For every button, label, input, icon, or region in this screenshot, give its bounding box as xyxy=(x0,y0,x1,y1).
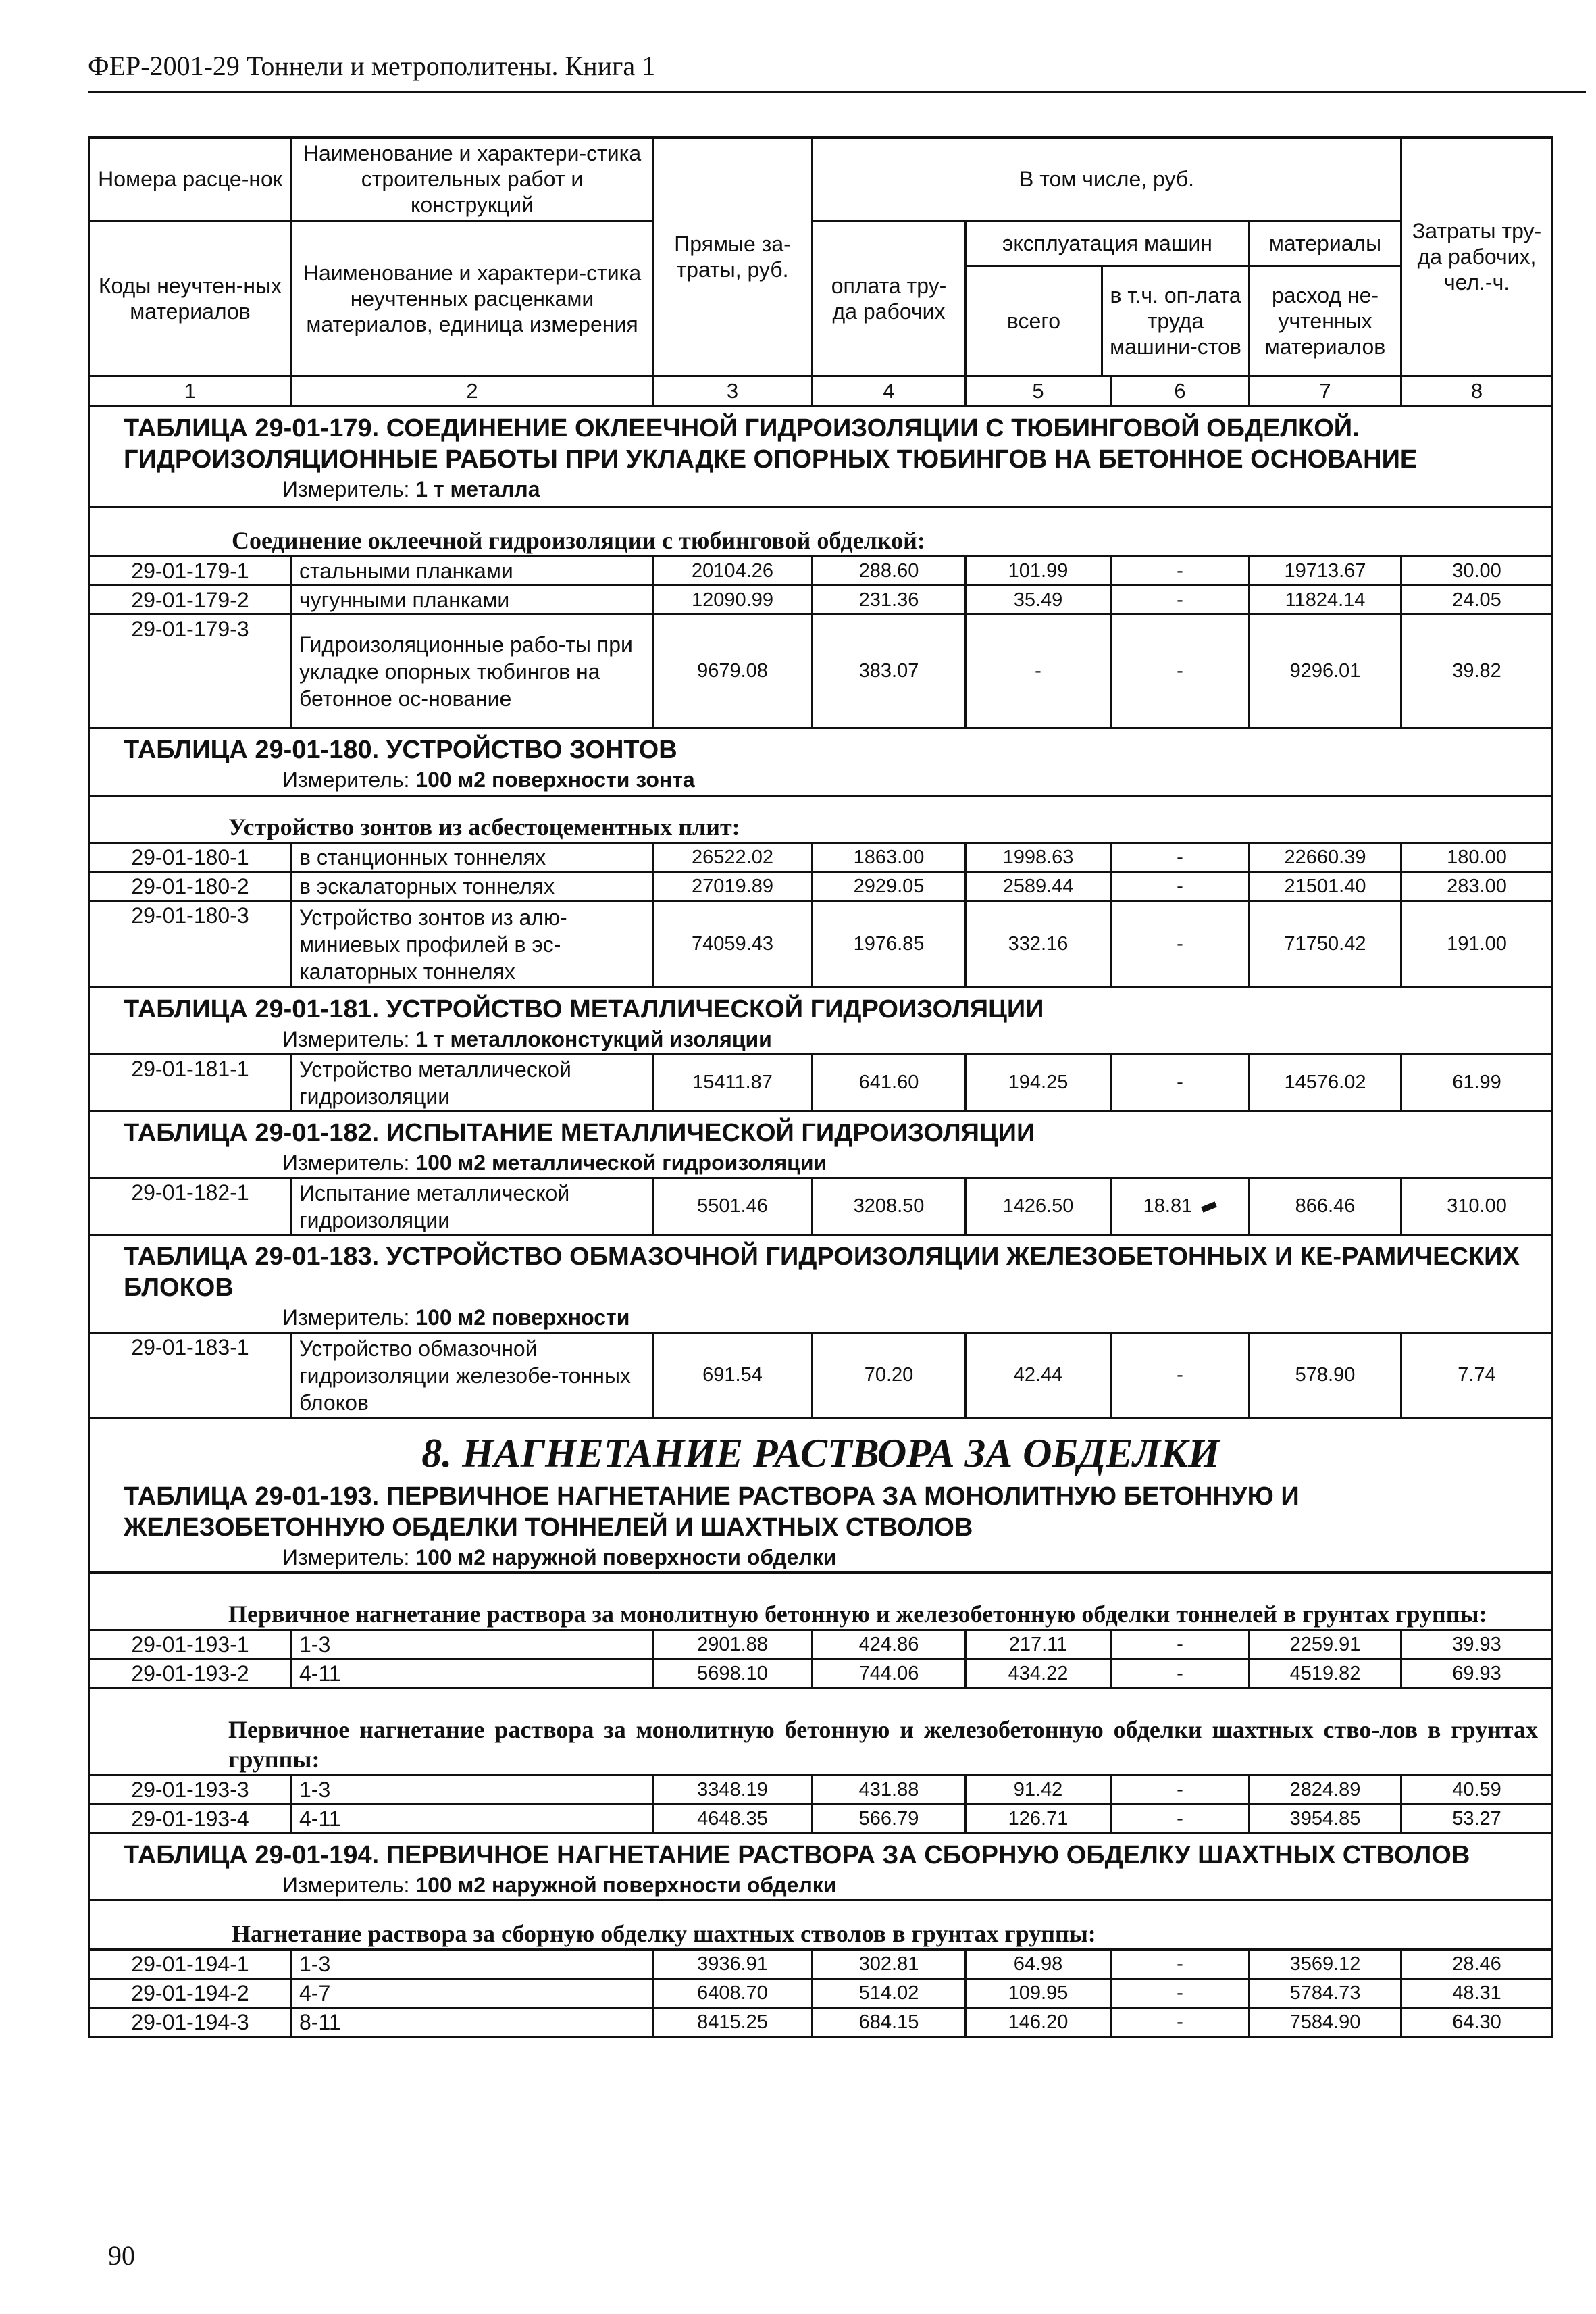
table-row xyxy=(89,1979,1553,2008)
machines-total: 1998.63 xyxy=(966,843,1111,872)
section-title: ТАБЛИЦА 29-01-180. УСТРОЙСТВО ЗОНТОВ xyxy=(124,736,677,764)
col-labor-hours-header: Затраты тру-да рабочих, чел.-ч. xyxy=(1401,138,1553,376)
section-unit xyxy=(124,1543,1524,1571)
work-name: в эскалаторных тоннелях xyxy=(292,872,653,901)
work-name: Устройство обмазочной гидроизоляции железобе-тонных блоков xyxy=(292,1333,653,1418)
subheading: Первичное нагнетание раствора за монолитную бетонную и железобетонную обделки шахтных ство-лов в грунтах группы: xyxy=(89,1688,1553,1776)
machinist-pay: - xyxy=(1111,1333,1250,1418)
materials-cost: 11824.14 xyxy=(1250,586,1401,615)
machinist-pay: - xyxy=(1111,1630,1250,1659)
unit-value: 100 м2 поверхности xyxy=(415,1305,630,1330)
work-name: в станционных тоннелях xyxy=(292,843,653,872)
work-name: Устройство зонтов из алю-миниевых профилей в эс-калаторных тоннелях xyxy=(292,901,653,988)
materials-cost: 71750.42 xyxy=(1250,901,1401,988)
worker-pay: 288.60 xyxy=(813,557,966,586)
rate-code: 29-01-179-1 xyxy=(89,557,292,586)
section-heading xyxy=(89,1834,1553,1901)
rate-code: 29-01-180-1 xyxy=(89,843,292,872)
materials-cost: 7584.90 xyxy=(1250,2008,1401,2037)
machinist-pay-value: 18.81 xyxy=(1143,1195,1193,1217)
materials-header-group xyxy=(1250,221,1401,376)
machinist-pay: - xyxy=(1111,615,1250,728)
col-material-codes-header: Коды неучтен-ных материалов xyxy=(89,221,292,376)
header-rule xyxy=(88,91,1586,93)
machines-total: 2589.44 xyxy=(966,872,1111,901)
table-row xyxy=(89,1333,1553,1418)
table-row xyxy=(89,843,1553,872)
labor-hours: 64.30 xyxy=(1401,2008,1553,2037)
section-unit xyxy=(124,1025,1524,1053)
direct-costs: 691.54 xyxy=(653,1333,813,1418)
col-direct-costs-header: Прямые за-траты, руб. xyxy=(653,138,813,376)
work-name: Испытание металлической гидроизоляции xyxy=(292,1178,653,1235)
direct-costs: 5501.46 xyxy=(653,1178,813,1235)
section-heading xyxy=(89,1235,1553,1333)
table-row xyxy=(89,586,1553,615)
col-worker-pay-header: оплата тру-да рабочих xyxy=(813,221,966,376)
direct-costs: 20104.26 xyxy=(653,557,813,586)
worker-pay: 514.02 xyxy=(813,1979,966,2008)
labor-hours: 30.00 xyxy=(1401,557,1553,586)
rate-code: 29-01-193-4 xyxy=(89,1805,292,1834)
labor-hours: 39.82 xyxy=(1401,615,1553,728)
labor-hours: 48.31 xyxy=(1401,1979,1553,2008)
col-number: 5 xyxy=(966,376,1111,407)
direct-costs: 8415.25 xyxy=(653,2008,813,2037)
section-heading xyxy=(89,1480,1553,1573)
materials-cost: 21501.40 xyxy=(1250,872,1401,901)
section-unit xyxy=(124,475,1524,503)
table-row xyxy=(89,872,1553,901)
section-heading-row xyxy=(89,988,1553,1055)
direct-costs: 15411.87 xyxy=(653,1055,813,1111)
worker-pay: 302.81 xyxy=(813,1950,966,1979)
rate-code: 29-01-180-2 xyxy=(89,872,292,901)
subheading: Устройство зонтов из асбестоцементных плит: xyxy=(89,797,1553,843)
subheading-row xyxy=(89,507,1553,557)
rate-code: 29-01-180-3 xyxy=(89,901,292,988)
machinist-pay: - xyxy=(1111,1659,1250,1688)
machinist-pay: - xyxy=(1111,2008,1250,2037)
machinist-pay: - xyxy=(1111,557,1250,586)
rate-code: 29-01-182-1 xyxy=(89,1178,292,1235)
materials-cost: 22660.39 xyxy=(1250,843,1401,872)
subheading-row xyxy=(89,797,1553,843)
labor-hours: 24.05 xyxy=(1401,586,1553,615)
worker-pay: 1976.85 xyxy=(813,901,966,988)
soil-group: 1-3 xyxy=(292,1630,653,1659)
machines-total: 332.16 xyxy=(966,901,1111,988)
labor-hours: 191.00 xyxy=(1401,901,1553,988)
machinist-pay: - xyxy=(1111,1776,1250,1805)
direct-costs: 6408.70 xyxy=(653,1979,813,2008)
labor-hours: 61.99 xyxy=(1401,1055,1553,1111)
table-row xyxy=(89,1178,1553,1235)
col-number: 7 xyxy=(1250,376,1401,407)
table-row xyxy=(89,2008,1553,2037)
section-heading xyxy=(89,728,1553,797)
col-unaccounted-materials-header: расход не-учтенных материалов xyxy=(1264,283,1386,359)
machines-total: 109.95 xyxy=(966,1979,1111,2008)
worker-pay: 566.79 xyxy=(813,1805,966,1834)
worker-pay: 431.88 xyxy=(813,1776,966,1805)
section-unit xyxy=(124,1303,1524,1332)
subheading-row xyxy=(89,1901,1553,1950)
unit-label: Измеритель: xyxy=(282,1305,410,1330)
unit-label: Измеритель: xyxy=(282,1545,410,1569)
col-machines-total-header: всего xyxy=(967,267,1103,375)
direct-costs: 74059.43 xyxy=(653,901,813,988)
section-heading xyxy=(89,1111,1553,1178)
section-title: ТАБЛИЦА 29-01-194. ПЕРВИЧНОЕ НАГНЕТАНИЕ РАСТВОРА ЗА СБОРНУЮ ОБДЕЛКУ ШАХТНЫХ СТВОЛОВ xyxy=(124,1841,1470,1869)
unit-value: 1 т металла xyxy=(415,477,540,501)
table-header xyxy=(89,138,1553,407)
worker-pay: 2929.05 xyxy=(813,872,966,901)
work-name: чугунными планками xyxy=(292,586,653,615)
col-materials-header: материалы xyxy=(1250,222,1400,267)
chapter-heading-row xyxy=(89,1418,1553,1480)
direct-costs: 4648.35 xyxy=(653,1805,813,1834)
column-numbers-row xyxy=(89,376,1553,407)
materials-cost: 2824.89 xyxy=(1250,1776,1401,1805)
worker-pay: 1863.00 xyxy=(813,843,966,872)
section-heading-row xyxy=(89,728,1553,797)
materials-cost: 5784.73 xyxy=(1250,1979,1401,2008)
machines-total: 91.42 xyxy=(966,1776,1111,1805)
machinist-pay: - xyxy=(1111,1979,1250,2008)
materials-cost: 19713.67 xyxy=(1250,557,1401,586)
worker-pay: 70.20 xyxy=(813,1333,966,1418)
section-title: ТАБЛИЦА 29-01-193. ПЕРВИЧНОЕ НАГНЕТАНИЕ РАСТВОРА ЗА МОНОЛИТНУЮ БЕТОННУЮ И ЖЕЛЕЗОБЕТОННУЮ ОБДЕЛКИ ТОННЕЛЕЙ И ШАХТНЫХ СТВОЛОВ xyxy=(124,1482,1299,1542)
worker-pay: 684.15 xyxy=(813,2008,966,2037)
rate-code: 29-01-179-3 xyxy=(89,615,292,728)
machines-total: 146.20 xyxy=(966,2008,1111,2037)
materials-cost: 9296.01 xyxy=(1250,615,1401,728)
unit-label: Измеритель: xyxy=(282,477,410,501)
section-heading-row xyxy=(89,1111,1553,1178)
rate-code: 29-01-194-3 xyxy=(89,2008,292,2037)
subheading: Соединение оклеечной гидроизоляции с тюбинговой обделкой: xyxy=(89,507,1553,557)
direct-costs: 5698.10 xyxy=(653,1659,813,1688)
soil-group: 8-11 xyxy=(292,2008,653,2037)
machinist-pay xyxy=(1111,1178,1250,1235)
worker-pay: 641.60 xyxy=(813,1055,966,1111)
table-row xyxy=(89,901,1553,988)
rate-code: 29-01-179-2 xyxy=(89,586,292,615)
worker-pay: 744.06 xyxy=(813,1659,966,1688)
labor-hours: 180.00 xyxy=(1401,843,1553,872)
work-name: Гидроизоляционные рабо-ты при укладке опорных тюбингов на бетонное ос-нование xyxy=(292,615,653,728)
machines-total: 101.99 xyxy=(966,557,1111,586)
col-number: 3 xyxy=(653,376,813,407)
subheading-row xyxy=(89,1573,1553,1630)
col-machines-header: эксплуатация машин xyxy=(967,222,1248,267)
subheading-row xyxy=(89,1688,1553,1776)
worker-pay: 383.07 xyxy=(813,615,966,728)
worker-pay: 231.36 xyxy=(813,586,966,615)
table-row xyxy=(89,1776,1553,1805)
machinist-pay: - xyxy=(1111,586,1250,615)
chapter-title: 8. НАГНЕТАНИЕ РАСТВОРА ЗА ОБДЕЛКИ xyxy=(89,1418,1553,1480)
machines-total: 35.49 xyxy=(966,586,1111,615)
machines-header-group xyxy=(966,221,1250,376)
unit-label: Измеритель: xyxy=(282,1027,410,1051)
rate-code: 29-01-181-1 xyxy=(89,1055,292,1111)
soil-group: 4-11 xyxy=(292,1659,653,1688)
table-row xyxy=(89,1805,1553,1834)
section-title: ТАБЛИЦА 29-01-179. СОЕДИНЕНИЕ ОКЛЕЕЧНОЙ ГИДРОИЗОЛЯЦИИ С ТЮБИНГОВОЙ ОБДЕЛКОЙ. ГИДРОИЗОЛЯЦИОННЫЕ РАБОТЫ ПРИ УКЛАДКЕ ОПОРНЫХ ТЮБИНГОВ НА БЕТОННОЕ ОСНОВАНИЕ xyxy=(124,414,1418,474)
materials-cost: 578.90 xyxy=(1250,1333,1401,1418)
col-number: 2 xyxy=(292,376,653,407)
machinist-pay: - xyxy=(1111,1950,1250,1979)
section-unit xyxy=(124,765,1524,794)
machines-total: 126.71 xyxy=(966,1805,1111,1834)
work-name: стальными планками xyxy=(292,557,653,586)
direct-costs: 3348.19 xyxy=(653,1776,813,1805)
unit-value: 100 м2 наружной поверхности обделки xyxy=(415,1545,837,1569)
machines-total: 42.44 xyxy=(966,1333,1111,1418)
table-row xyxy=(89,615,1553,728)
labor-hours: 40.59 xyxy=(1401,1776,1553,1805)
section-heading-row xyxy=(89,1834,1553,1901)
materials-cost: 14576.02 xyxy=(1250,1055,1401,1111)
worker-pay: 3208.50 xyxy=(813,1178,966,1235)
labor-hours: 69.93 xyxy=(1401,1659,1553,1688)
rate-code: 29-01-194-2 xyxy=(89,1979,292,2008)
materials-cost: 4519.82 xyxy=(1250,1659,1401,1688)
machines-total: 217.11 xyxy=(966,1630,1111,1659)
table-row xyxy=(89,1630,1553,1659)
col-work-name-header: Наименование и характери-стика строительных работ и конструкций xyxy=(292,138,653,221)
page-number: 90 xyxy=(108,2240,135,2271)
col-group-header: В том числе, руб. xyxy=(813,138,1401,221)
col-rate-number-header: Номера расце-нок xyxy=(89,138,292,221)
table-row xyxy=(89,1950,1553,1979)
rate-code: 29-01-183-1 xyxy=(89,1333,292,1418)
machinist-pay: - xyxy=(1111,901,1250,988)
worker-pay: 424.86 xyxy=(813,1630,966,1659)
section-heading-row xyxy=(89,1480,1553,1573)
machinist-pay: - xyxy=(1111,872,1250,901)
direct-costs: 9679.08 xyxy=(653,615,813,728)
section-title: ТАБЛИЦА 29-01-182. ИСПЫТАНИЕ МЕТАЛЛИЧЕСКОЙ ГИДРОИЗОЛЯЦИИ xyxy=(124,1119,1035,1147)
section-unit xyxy=(124,1871,1524,1899)
soil-group: 1-3 xyxy=(292,1776,653,1805)
unit-value: 100 м2 поверхности зонта xyxy=(415,768,695,792)
rate-code: 29-01-193-3 xyxy=(89,1776,292,1805)
direct-costs: 12090.99 xyxy=(653,586,813,615)
direct-costs: 3936.91 xyxy=(653,1950,813,1979)
unit-label: Измеритель: xyxy=(282,1151,410,1175)
soil-group: 1-3 xyxy=(292,1950,653,1979)
direct-costs: 2901.88 xyxy=(653,1630,813,1659)
unit-value: 100 м2 наружной поверхности обделки xyxy=(415,1873,837,1897)
machinist-pay: - xyxy=(1111,843,1250,872)
materials-cost: 3954.85 xyxy=(1250,1805,1401,1834)
soil-group: 4-11 xyxy=(292,1805,653,1834)
materials-cost: 2259.91 xyxy=(1250,1630,1401,1659)
col-number: 6 xyxy=(1111,376,1250,407)
rate-code: 29-01-193-2 xyxy=(89,1659,292,1688)
table-row xyxy=(89,557,1553,586)
section-title: ТАБЛИЦА 29-01-181. УСТРОЙСТВО МЕТАЛЛИЧЕСКОЙ ГИДРОИЗОЛЯЦИИ xyxy=(124,995,1044,1024)
machines-total: 64.98 xyxy=(966,1950,1111,1979)
direct-costs: 27019.89 xyxy=(653,872,813,901)
col-material-name-header: Наименование и характери-стика неучтенных расценками материалов, единица измерения xyxy=(292,221,653,376)
unit-value: 100 м2 металлической гидроизоляции xyxy=(415,1151,827,1175)
section-heading-row xyxy=(89,407,1553,507)
machinist-pay: - xyxy=(1111,1805,1250,1834)
labor-hours: 39.93 xyxy=(1401,1630,1553,1659)
col-machinist-pay-header: в т.ч. оп-лата труда машини-стов xyxy=(1110,283,1241,359)
labor-hours: 310.00 xyxy=(1401,1178,1553,1235)
unit-value: 1 т металлоконстукций изоляции xyxy=(415,1027,772,1051)
table-row xyxy=(89,1055,1553,1111)
section-title: ТАБЛИЦА 29-01-183. УСТРОЙСТВО ОБМАЗОЧНОЙ ГИДРОИЗОЛЯЦИИ ЖЕЛЕЗОБЕТОННЫХ И КЕ-РАМИЧЕСКИХ БЛОКОВ xyxy=(124,1242,1520,1302)
section-unit xyxy=(124,1149,1524,1177)
machines-total: - xyxy=(966,615,1111,728)
pen-mark-icon xyxy=(1201,1201,1217,1213)
unit-label: Измеритель: xyxy=(282,1873,410,1897)
col-number: 1 xyxy=(89,376,292,407)
machines-subheaders xyxy=(967,267,1248,375)
machinist-pay: - xyxy=(1111,1055,1250,1111)
unit-label: Измеритель: xyxy=(282,768,410,792)
soil-group: 4-7 xyxy=(292,1979,653,2008)
running-header: ФЕР-2001-29 Тоннели и метрополитены. Книга 1 xyxy=(88,51,656,81)
rates-table xyxy=(88,136,1553,2038)
direct-costs: 26522.02 xyxy=(653,843,813,872)
labor-hours: 283.00 xyxy=(1401,872,1553,901)
rate-code: 29-01-194-1 xyxy=(89,1950,292,1979)
machines-total: 434.22 xyxy=(966,1659,1111,1688)
machines-total: 194.25 xyxy=(966,1055,1111,1111)
section-heading xyxy=(89,407,1553,507)
col-number: 4 xyxy=(813,376,966,407)
machines-total: 1426.50 xyxy=(966,1178,1111,1235)
table-row xyxy=(89,1659,1553,1688)
section-heading xyxy=(89,988,1553,1055)
labor-hours: 28.46 xyxy=(1401,1950,1553,1979)
rate-code: 29-01-193-1 xyxy=(89,1630,292,1659)
materials-cost: 866.46 xyxy=(1250,1178,1401,1235)
section-heading-row xyxy=(89,1235,1553,1333)
labor-hours: 53.27 xyxy=(1401,1805,1553,1834)
materials-cost: 3569.12 xyxy=(1250,1950,1401,1979)
subheading: Нагнетание раствора за сборную обделку шахтных стволов в грунтах группы: xyxy=(89,1901,1553,1950)
work-name: Устройство металлической гидроизоляции xyxy=(292,1055,653,1111)
labor-hours: 7.74 xyxy=(1401,1333,1553,1418)
col-number: 8 xyxy=(1401,376,1553,407)
subheading: Первичное нагнетание раствора за монолитную бетонную и железобетонную обделки тоннелей в грунтах группы: xyxy=(89,1573,1553,1630)
